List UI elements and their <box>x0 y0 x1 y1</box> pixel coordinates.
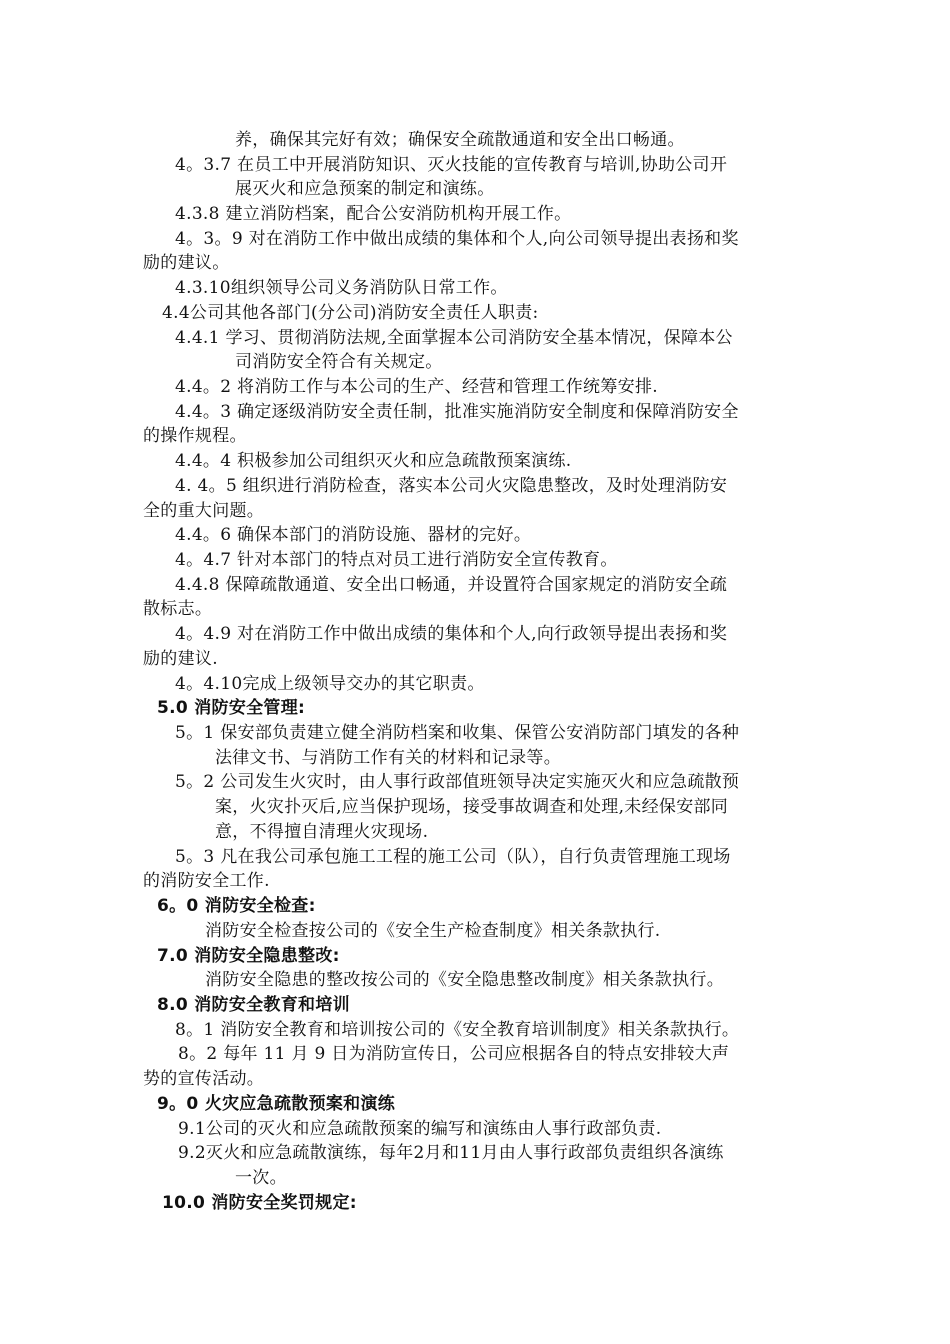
text-line: 4.4。6 确保本部门的消防设施、器材的完好。 <box>175 525 532 545</box>
text-line: 励的建议. <box>143 649 218 669</box>
text-line: 9.2灭火和应急疏散演练，每年2月和11月由人事行政部负责组织各演练 <box>178 1143 724 1163</box>
text-line: 一次。 <box>235 1168 287 1188</box>
text-line: 消防安全隐患的整改按公司的《安全隐患整改制度》相关条款执行。 <box>205 970 724 990</box>
text-line: 4.3.8 建立消防档案，配合公安消防机构开展工作。 <box>175 204 572 224</box>
section-heading: 10.0 消防安全奖罚规定: <box>162 1193 357 1213</box>
text-line: 4. 4。5 组织进行消防检查，落实本公司火灾隐患整改，及时处理消防安 <box>175 476 728 496</box>
text-line: 消防安全检查按公司的《安全生产检查制度》相关条款执行. <box>205 921 661 941</box>
text-line: 励的建议。 <box>143 253 230 273</box>
text-line: 4.4公司其他各部门(分公司)消防安全责任人职责: <box>162 303 539 323</box>
text-line: 4。4.10完成上级领导交办的其它职责。 <box>175 674 485 694</box>
section-heading: 6。0 消防安全检查: <box>157 896 316 916</box>
text-line: 4.4。2 将消防工作与本公司的生产、经营和管理工作统筹安排. <box>175 377 658 397</box>
text-line: 全的重大问题。 <box>143 501 265 521</box>
text-line: 展灭火和应急预案的制定和演练。 <box>235 179 495 199</box>
text-line: 8。2 每年 11 月 9 日为消防宣传日，公司应根据各自的特点安排较大声 <box>178 1044 730 1064</box>
section-heading: 5.0 消防安全管理: <box>157 698 306 718</box>
text-line: 法律文书、与消防工作有关的材料和记录等。 <box>215 748 561 768</box>
text-line: 司消防安全符合有关规定。 <box>235 352 443 372</box>
text-line: 散标志。 <box>143 599 213 619</box>
text-line: 4.4.1 学习、贯彻消防法规,全面掌握本公司消防安全基本情况，保障本公 <box>175 328 733 348</box>
section-heading: 8.0 消防安全教育和培训 <box>157 995 350 1015</box>
text-line: 8。1 消防安全教育和培训按公司的《安全教育培训制度》相关条款执行。 <box>175 1020 740 1040</box>
text-line: 9.1公司的灭火和应急疏散预案的编写和演练由人事行政部负责. <box>178 1119 662 1139</box>
text-line: 4。3.7 在员工中开展消防知识、灭火技能的宣传教育与培训,协助公司开 <box>175 155 728 175</box>
text-line: 4.4。4 积极参加公司组织灭火和应急疏散预案演练. <box>175 451 572 471</box>
text-line: 案，火灾扑灭后,应当保护现场，接受事故调查和处理,未经保安部同 <box>215 797 729 817</box>
section-heading: 7.0 消防安全隐患整改: <box>157 946 340 966</box>
text-line: 的消防安全工作. <box>143 871 270 891</box>
text-line: 4。3。9 对在消防工作中做出成绩的集体和个人,向公司领导提出表扬和奖 <box>175 229 739 249</box>
text-line: 4。4.7 针对本部门的特点对员工进行消防安全宣传教育。 <box>175 550 618 570</box>
text-line: 的操作规程。 <box>143 426 247 446</box>
text-line: 4.4。3 确定逐级消防安全责任制，批准实施消防安全制度和保障消防安全 <box>175 402 739 422</box>
text-line: 5。2 公司发生火灾时，由人事行政部值班领导决定实施灭火和应急疏散预 <box>175 772 740 792</box>
text-line: 5。3 凡在我公司承包施工工程的施工公司（队），自行负责管理施工现场 <box>175 847 731 867</box>
text-line: 意，不得擅自清理火灾现场. <box>215 822 429 842</box>
text-line: 5。1 保安部负责建立健全消防档案和收集、保管公安消防部门填发的各种 <box>175 723 740 743</box>
text-line: 势的宣传活动。 <box>143 1069 265 1089</box>
text-line: 4.4.8 保障疏散通道、安全出口畅通，并设置符合国家规定的消防安全疏 <box>175 575 728 595</box>
text-line: 4.3.10组织领导公司义务消防队日常工作。 <box>175 278 508 298</box>
text-line: 养，确保其完好有效；确保安全疏散通道和安全出口畅通。 <box>235 130 685 150</box>
text-line: 4。4.9 对在消防工作中做出成绩的集体和个人,向行政领导提出表扬和奖 <box>175 624 728 644</box>
section-heading: 9。0 火灾应急疏散预案和演练 <box>157 1094 396 1114</box>
